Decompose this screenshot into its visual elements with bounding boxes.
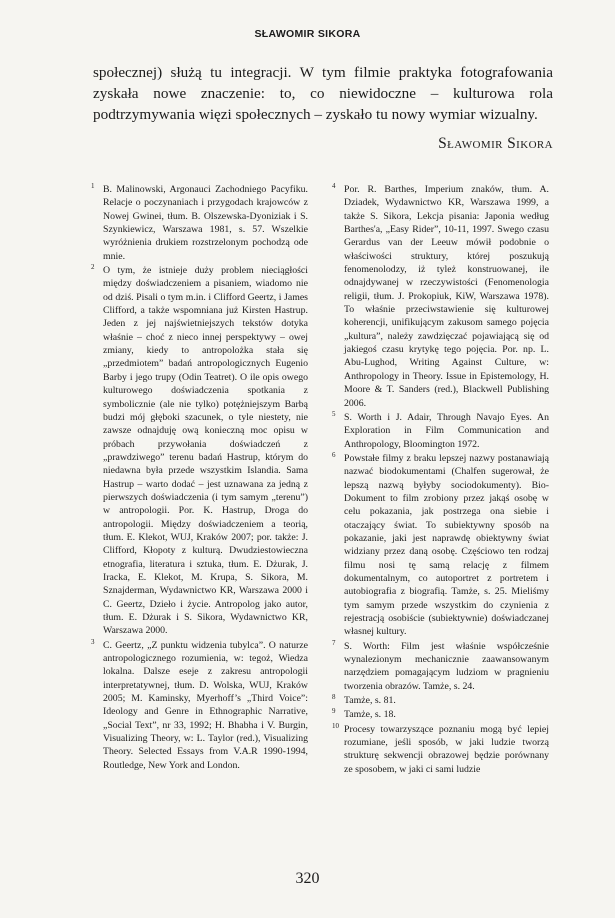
footnote-number: 10 [332, 721, 339, 730]
footnote-number: 1 [91, 182, 95, 190]
footnote-text: Procesy towarzyszące poznaniu mogą być lepiej rozumiane, jeśli sposób, w jaki ludzie tworzą strukturę sekwencji obrazowej będzie porównany ze sposobem, w jaki ci sami ludzie [344, 723, 549, 775]
footnote-number: 4 [332, 182, 336, 190]
footnote [334, 411, 549, 451]
footnote-number: 3 [91, 637, 95, 646]
footnotes-right-column [334, 183, 549, 777]
author-signature: Sławomir Sikora [438, 135, 553, 152]
footnote-text: S. Worth: Film jest właśnie współcześnie wynalezionym mechanicznie zaawansowanym narzędziem pomagającym ludziom w pragnieniu tworzenia obrazów. Tamże, s. 24. [344, 640, 549, 692]
footnote [334, 640, 549, 693]
page-number: 320 [295, 870, 320, 887]
footnote-number: 9 [332, 707, 336, 716]
footnote-number: 8 [332, 693, 336, 702]
footnote [334, 694, 549, 707]
footnote-text: Tamże, s. 18. [344, 709, 396, 721]
footnote [334, 183, 549, 410]
footnote [93, 183, 308, 263]
footnote [334, 452, 549, 639]
footnote-text: S. Worth i J. Adair, Through Navajo Eyes. An Exploration in Film Communication and Anthropology, Bloomington 1972. [344, 411, 549, 450]
footnote [93, 264, 308, 638]
footnote-number: 6 [332, 450, 336, 459]
footnote-text: C. Geertz, „Z punktu widzenia tubylca”. O naturze antropologicznego rozumienia, w: tegoż, Wiedza lokalna. Dalsze eseje z zakresu antropologii interpretatywnej, tłum. D. Wolska, WUJ, Kraków 2005; M. Kaminsky, Myerhoff’s „Third Voice”: Ideology and Genre in Ethnographic Narrative, „Social Text”, nr 33, 1992; H. Bhabha i V. Burgin, Visualizing Theory, w: L. Taylor (red.), Visualizing Theory. Selected Essays from V.A.R 1990-1994, Routledge, New York and London. [103, 639, 308, 771]
footnote-text: O tym, że istnieje duży problem nieciągłości między doświadczeniem a pisaniem, wiadomo nie od dziś. Pisali o tym m.in. i Clifford Geertz, i James Clifford, a także wspomniana już Kirsten Hastrup. Jeden z jej najświetniejszych tekstów dotyka właśnie – choć z nieco innej perspektywy – owej zmiany, kiedy to antropolożka stała się „przedmiotem” badań antropologicznych Eugenio Barby i jego trupy (Odin Teatret). O ile opis owego kulturowego doświadczenia spotkania z symbolicznie (ale nie tylko) potężniejszym Barbą budzi mój głęboki szacunek, o tyle niestety, nie zawsze odnajduję ową konieczną moc opisu w próbach przywołania doświadczeń z „prawdziwego” terenu badań Hastrup, którym do niedawna była przede wszystkim Islandia. Sama Hastrup – warto dodać – jest uznawana za jedną z pierwszych doświadczenia (i tym samym „terenu”) w antropologii. Por. K. Hastrup, Droga do antropologii. Między doświadczeniem a teorią, tłum. E. Klekot, WUJ, Kraków 2007; por. także: J. Clifford, Kłopoty z kulturą. Dwudziestowieczna etnografia, literatura i sztuka, tłum. E. Dżurak, J. Iracka, E. Klekot, M. Krupa, S. Sikora, M. Sznajderman, Wydawnictwo KR, Warszawa 2000 i C. Geertz, Dzieło i życie. Antropolog jako autor, tłum. E. Dżurak i S. Sikora, Wydawnictwo KR, Warszawa 2000. [103, 265, 308, 637]
footnote-text: Por. R. Barthes, Imperium znaków, tłum. A. Dziadek, Wydawnictwo KR, Warszawa 1999, a także S. Sikora, Lekcja pisania: Japonia według Barthes'a, „Easy Rider”, 10-11, 1997. Swego czasu Gerardus van der Leeuw mówił podobnie o właściwości struktury, której poszukują fenomenolodzy, iż tyleż konstruowanej, ile odnajdywanej w rzeczywistości (Fenomenologia religii, tłum. J. Prokopiuk, KiW, Warszawa 1978). To właśnie przeciwstawienie się kulturowej koherencji, unifikującym zakusom samego pojęcia „kultura”, należy zawdzięczać pojawiającą się od jakiegoś czasu krytykę tego pojęcia. Por. np. L. Abu-Lughod, Writing Against Culture, w: Anthropology in Theory. Issue in Epistemology, H. Moore & T. Sanders (red.), Blackwell Publishing 2006. [344, 184, 549, 409]
footnote-number: 2 [91, 263, 95, 272]
footnote-number: 5 [332, 409, 336, 418]
running-header: SŁAWOMIR SIKORA [254, 28, 361, 40]
footnote-text: Powstałe filmy z braku lepszej nazwy postanawiają nazwać biodokumentami (Chalfen sugerował, że lepszą nazwą byłyby sociodokumenty). Bio-Dokument to film zrobiony przez jakąś osobę w celu pokazania, jak postrzega ona siebie i otaczający świat. To subiektywny sposób na pokazanie, jaki jest naprawdę obiektywny świat widziany przez daną osobę. Częściowo ten rodzaj filmu nosi tę samą relację z filmem dokumentalnym, co autoportret z portretem i autobiografia z biografią. Tamże, s. 25. Mieliśmy tym samym przede wszystkim do czynienia z rejestracją osobiście (subiektywnie) doświadczanej własnej kultury. [344, 452, 549, 638]
body-paragraph: społecznej) służą tu integracji. W tym filmie praktyka fotografowania zyskała nowe znaczenie: to, co niewidoczne – kulturowa rola podtrzymywania więzi społecznych – zyskało tu nowy wymiar wizualny. [93, 64, 553, 123]
footnote [93, 639, 308, 772]
footnotes-left-column [93, 183, 308, 773]
footnote [334, 723, 549, 776]
footnote-number: 7 [332, 638, 336, 647]
footnote-text: B. Malinowski, Argonauci Zachodniego Pacyfiku. Relacje o poczynaniach i przygodach krajowców z Nowej Gwinei, tłum. B. Olszewska-Dyoniziak i S. Szynkiewicz, Warszawa 1981, s. 57. Wszelkie wyróżnienia drukiem rozstrzelonym pochodzą ode mnie. [103, 184, 308, 262]
footnote-text: Tamże, s. 81. [344, 695, 396, 707]
footnote [334, 708, 549, 721]
